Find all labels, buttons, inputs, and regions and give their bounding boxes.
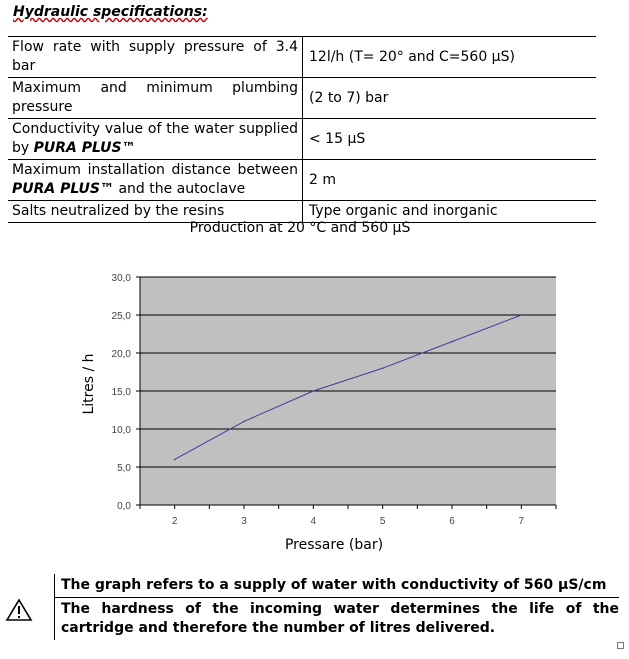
data-point (243, 421, 245, 423)
spec-label-prefix: by (12, 140, 34, 156)
x-tick-label: 3 (241, 516, 247, 527)
x-tick-label: 5 (379, 516, 386, 527)
x-tick-label: 2 (171, 516, 178, 527)
spec-value: < 15 µS (303, 119, 597, 160)
section-heading: Hydraulic specifications: (13, 4, 208, 20)
y-tick-label: 10,0 (111, 425, 131, 436)
spec-value: 12l/h (T= 20° and C=560 µS) (303, 37, 597, 78)
notes-box (54, 574, 619, 640)
y-axis-label: Litres / h (81, 353, 97, 415)
spec-label: Salts neutralized by the resins (8, 201, 303, 223)
page-marker (617, 642, 624, 649)
y-tick-label: 25,0 (111, 311, 131, 322)
x-tick-label: 7 (518, 516, 525, 527)
y-tick-label: 15,0 (111, 387, 131, 398)
data-point (313, 390, 315, 392)
brand-name: PURA PLUS™ (12, 181, 114, 197)
y-tick-label: 5,0 (117, 463, 131, 474)
data-point (382, 367, 384, 369)
spec-label-suffix: and the autoclave (114, 181, 246, 197)
data-point (174, 459, 176, 461)
warning-icon (5, 598, 33, 622)
y-tick-label: 0,0 (117, 501, 131, 512)
x-tick-label: 4 (310, 516, 317, 527)
spec-label-line: Maximum installation distance between (12, 162, 298, 178)
spec-label-line: pressure (12, 99, 73, 115)
spec-label-line: Conductivity value of the water supplied (12, 121, 298, 137)
brand-name: PURA PLUS™ (33, 140, 136, 156)
chart-title: Production at 20 °C and 560 µS (189, 220, 411, 236)
spec-label-line: Maximum and minimum plumbing (12, 80, 298, 96)
y-tick-label: 30,0 (111, 273, 131, 284)
spec-value: Type organic and inorganic (303, 201, 597, 223)
x-axis-label: Pressare (bar) (284, 537, 384, 553)
spec-value: 2 m (303, 160, 597, 201)
data-point (451, 341, 453, 343)
y-tick-label: 20,0 (111, 349, 131, 360)
note-text: The hardness of the incoming water determines the life of the cartridge and therefore the number of litres delivered. (55, 597, 619, 640)
x-tick-label: 6 (449, 516, 455, 527)
spec-label: Flow rate with supply pressure of 3.4 bar (8, 37, 303, 78)
spec-value: (2 to 7) bar (303, 78, 597, 119)
data-point (521, 314, 523, 316)
note-text: The graph refers to a supply of water with conductivity of 560 µS/cm (61, 577, 607, 593)
